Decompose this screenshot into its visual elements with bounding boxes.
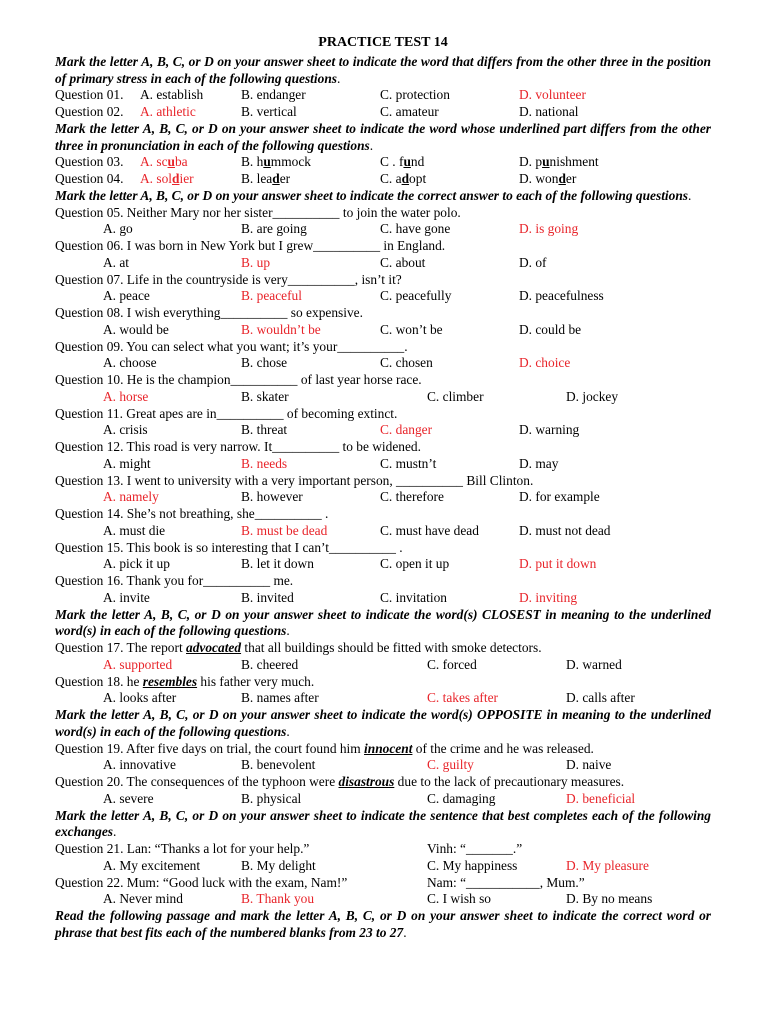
instruction-end: . bbox=[286, 623, 290, 639]
section-instruction bbox=[55, 707, 711, 741]
option-d[interactable]: D. warned bbox=[566, 656, 622, 672]
option-d[interactable]: D. is going bbox=[519, 221, 579, 237]
option-b[interactable]: B. up bbox=[241, 254, 271, 270]
answer-options bbox=[55, 154, 711, 171]
option-letter: A. bbox=[140, 171, 157, 186]
option-b[interactable]: B. however bbox=[241, 489, 303, 505]
option-c[interactable]: C. peacefully bbox=[380, 288, 452, 304]
underlined-letter: u bbox=[542, 154, 550, 170]
option-c[interactable]: C. chosen bbox=[380, 355, 433, 371]
dialog-line: Question 22. Mum: “Good luck with the exam, Nam!” bbox=[55, 874, 348, 890]
option-letter: A. bbox=[140, 154, 157, 170]
option-c[interactable]: C. My happiness bbox=[427, 857, 518, 873]
instruction-text: Mark the letter A, B, C, or D on your answer sheet to indicate the word(s) CLOSEST in meaning to the underlined word(s) in each of the following questions bbox=[55, 606, 711, 639]
option-word: scuba bbox=[156, 154, 188, 170]
option-a[interactable]: A. supported bbox=[103, 656, 173, 672]
option-a[interactable]: A. crisis bbox=[103, 422, 148, 438]
option-a[interactable]: A. innovative bbox=[103, 757, 176, 773]
option-d[interactable]: D. of bbox=[519, 254, 547, 270]
page-title: PRACTICE TEST 14 bbox=[318, 35, 448, 50]
option-b[interactable]: B. cheered bbox=[241, 656, 299, 672]
option-b[interactable]: B. physical bbox=[241, 790, 302, 806]
option-a[interactable]: A. My excitement bbox=[103, 857, 201, 873]
option-letter: B. bbox=[241, 171, 257, 186]
underlined-letter: d bbox=[272, 171, 280, 186]
answer-options bbox=[55, 556, 711, 573]
instruction-text: Mark the letter A, B, C, or D on your answer sheet to indicate the word whose underlined part differs from the other three in pronunciation in each of the following questions bbox=[55, 120, 711, 153]
option-a[interactable]: A. would be bbox=[103, 321, 169, 337]
option-b[interactable]: B. are going bbox=[241, 221, 307, 237]
answer-options bbox=[55, 858, 711, 875]
question-stem: Question 15. This book is so interesting that I can’t__________ . bbox=[55, 539, 403, 555]
option-b[interactable]: B. Thank you bbox=[241, 891, 315, 907]
option-c[interactable]: C. climber bbox=[427, 388, 484, 404]
option-word: adopt bbox=[395, 171, 427, 186]
option-c[interactable]: C. must have dead bbox=[380, 522, 479, 538]
option-b[interactable]: B. benevolent bbox=[241, 757, 316, 773]
answer-options bbox=[55, 87, 711, 104]
option-c[interactable]: C. won’t be bbox=[380, 321, 443, 337]
option-d[interactable]: D. warning bbox=[519, 422, 580, 438]
instruction-end: . bbox=[113, 824, 117, 840]
option-a[interactable]: A. looks after bbox=[103, 690, 177, 706]
option-c[interactable]: C. invitation bbox=[380, 589, 447, 605]
option-a[interactable]: A. invite bbox=[103, 589, 150, 605]
instruction-text: Mark the letter A, B, C, or D on your answer sheet to indicate the word that differs from the other three in the position of primary stress in each of the following questions bbox=[55, 53, 711, 86]
option-d[interactable]: D. for example bbox=[519, 489, 600, 505]
option-d[interactable]: D. must not dead bbox=[519, 522, 611, 538]
option-a[interactable]: A. severe bbox=[103, 790, 154, 806]
stem-text: Question 20. The consequences of the typhoon were bbox=[55, 774, 339, 789]
option-c[interactable] bbox=[380, 154, 424, 171]
option-b[interactable]: B. names after bbox=[241, 690, 319, 706]
option-d[interactable]: D. could be bbox=[519, 321, 582, 337]
underlined-letter: d bbox=[401, 171, 410, 186]
option-c[interactable]: C. I wish so bbox=[427, 891, 491, 907]
underlined-letter: u bbox=[403, 154, 411, 170]
option-c[interactable]: C. have gone bbox=[380, 221, 451, 237]
question-stem bbox=[55, 674, 711, 691]
option-d[interactable]: D. volunteer bbox=[519, 87, 586, 103]
option-c[interactable]: C. mustn’t bbox=[380, 455, 437, 471]
option-a[interactable]: A. namely bbox=[103, 489, 159, 505]
question-number: Question 04. bbox=[55, 171, 124, 186]
question-dialog bbox=[55, 841, 711, 858]
option-a[interactable] bbox=[140, 171, 194, 188]
answer-options bbox=[55, 389, 711, 406]
answer-options bbox=[55, 523, 711, 540]
option-a[interactable]: A. pick it up bbox=[103, 556, 170, 572]
question-number: Question 03. bbox=[55, 154, 124, 170]
answer-options bbox=[55, 322, 711, 339]
option-c[interactable]: C. open it up bbox=[380, 556, 450, 572]
instruction-text: Mark the letter A, B, C, or D on your answer sheet to indicate the sentence that best completes each of the following exchanges bbox=[55, 807, 711, 840]
option-d[interactable]: D. may bbox=[519, 455, 559, 471]
option-letter: C. bbox=[380, 171, 396, 186]
option-c[interactable] bbox=[380, 171, 426, 188]
option-b[interactable]: B. My delight bbox=[241, 857, 316, 873]
option-b[interactable]: B. threat bbox=[241, 422, 288, 438]
option-b[interactable] bbox=[241, 154, 311, 171]
answer-options bbox=[55, 422, 711, 439]
instruction-end: . bbox=[369, 137, 374, 153]
option-d[interactable]: D. put it down bbox=[519, 556, 597, 572]
question-stem: Question 12. This road is very narrow. It__________ to be widened. bbox=[55, 439, 421, 454]
section-instruction bbox=[55, 54, 711, 88]
answer-options bbox=[55, 456, 711, 473]
question-stem: Question 14. She’s not breathing, she__________ . bbox=[55, 506, 329, 521]
option-letter: D. bbox=[519, 171, 536, 186]
question-stem: Question 11. Great apes are in__________ of becoming extinct. bbox=[55, 405, 398, 421]
option-d[interactable]: D. My pleasure bbox=[566, 857, 649, 873]
key-word: innocent bbox=[364, 740, 413, 756]
key-word: resembles bbox=[142, 673, 198, 689]
answer-options bbox=[55, 590, 711, 607]
stem-text: due to the lack of precautionary measures. bbox=[394, 774, 625, 789]
question-stem: Question 13. I went to university with a very important person, __________ Bill Clinton. bbox=[55, 472, 534, 488]
option-b[interactable]: B. let it down bbox=[241, 556, 314, 572]
option-d[interactable]: D. inviting bbox=[519, 589, 578, 605]
option-b[interactable]: B. wouldn’t be bbox=[241, 321, 321, 337]
answer-options bbox=[55, 757, 711, 774]
dialog-line: Question 21. Lan: “Thanks a lot for your help.” bbox=[55, 841, 310, 856]
option-d[interactable]: D. naive bbox=[566, 757, 612, 773]
option-d[interactable]: D. choice bbox=[519, 355, 571, 371]
option-a[interactable]: A. must die bbox=[103, 522, 166, 538]
option-b[interactable]: B. skater bbox=[241, 388, 289, 404]
option-letter: C . bbox=[380, 154, 399, 170]
instruction-text: Read the following passage and mark the letter A, B, C, or D on your answer sheet to indicate the correct word or phrase that best fits each of the numbered blanks from 23 to 27 bbox=[55, 908, 711, 940]
instruction-end: . bbox=[688, 187, 692, 203]
question-stem: Question 10. He is the champion__________ of last year horse race. bbox=[55, 372, 422, 387]
option-d[interactable] bbox=[519, 171, 576, 188]
option-b[interactable]: B. invited bbox=[241, 589, 294, 605]
question-stem bbox=[55, 774, 711, 791]
option-c[interactable]: C. forced bbox=[427, 656, 477, 672]
option-letter: B. bbox=[241, 154, 257, 170]
option-d[interactable]: D. beneficial bbox=[566, 790, 636, 806]
stem-text: Question 17. The report bbox=[55, 640, 187, 655]
answer-options bbox=[55, 657, 711, 674]
instruction-text: Mark the letter A, B, C, or D on your answer sheet to indicate the word(s) OPPOSITE in meaning to the underlined word(s) in each of the following questions bbox=[55, 707, 711, 739]
option-d[interactable] bbox=[519, 154, 599, 171]
section-instruction bbox=[55, 808, 711, 842]
option-a[interactable]: A. at bbox=[103, 254, 130, 270]
option-b[interactable]: B. vertical bbox=[241, 104, 297, 119]
option-a[interactable]: A. Never mind bbox=[103, 891, 183, 907]
answer-options bbox=[55, 288, 711, 305]
option-d[interactable]: D. By no means bbox=[566, 891, 653, 907]
underlined-letter: d bbox=[558, 171, 566, 186]
option-a[interactable]: A. peace bbox=[103, 288, 150, 304]
option-word: hummock bbox=[256, 154, 311, 170]
question-list bbox=[55, 54, 711, 942]
underlined-letter: u bbox=[167, 154, 175, 170]
stem-text: of the crime and he was released. bbox=[412, 740, 594, 756]
option-c[interactable]: C. danger bbox=[380, 422, 433, 438]
answer-options bbox=[55, 891, 711, 908]
question-stem bbox=[55, 640, 711, 657]
option-c[interactable]: C. protection bbox=[380, 87, 450, 103]
instruction-text: Mark the letter A, B, C, or D on your answer sheet to indicate the correct answer to each of the following questions bbox=[55, 187, 688, 203]
option-d[interactable]: D. jockey bbox=[566, 388, 619, 404]
answer-options bbox=[55, 104, 711, 121]
question-stem: Question 06. I was born in New York but I grew__________ in England. bbox=[55, 238, 446, 253]
instruction-end: . bbox=[336, 70, 341, 86]
option-b[interactable]: B. chose bbox=[241, 355, 288, 371]
answer-options bbox=[55, 221, 711, 238]
section-instruction bbox=[55, 607, 711, 641]
question-number: Question 02. bbox=[55, 104, 124, 119]
question-dialog bbox=[55, 875, 711, 892]
underlined-letter: d bbox=[172, 171, 180, 186]
option-a[interactable]: A. might bbox=[103, 455, 151, 471]
question-stem: Question 16. Thank you for__________ me. bbox=[55, 573, 294, 588]
stem-text: his father very much. bbox=[197, 673, 315, 689]
document-page bbox=[55, 35, 711, 942]
option-word: wonder bbox=[535, 171, 577, 186]
option-b[interactable]: B. must be dead bbox=[241, 522, 328, 538]
option-word: fund bbox=[398, 154, 425, 170]
option-word: soldier bbox=[156, 171, 194, 186]
option-d[interactable]: D. calls after bbox=[566, 690, 635, 706]
option-a[interactable]: A. establish bbox=[140, 87, 204, 103]
option-b[interactable]: B. endanger bbox=[241, 87, 306, 103]
instruction-end: . bbox=[403, 924, 407, 940]
option-b[interactable]: B. peaceful bbox=[241, 288, 302, 304]
stem-text: that all buildings should be fitted with smoke detectors. bbox=[241, 640, 542, 655]
section-instruction bbox=[55, 121, 711, 155]
question-number: Question 01. bbox=[55, 87, 124, 103]
answer-options bbox=[55, 690, 711, 707]
question-stem: Question 09. You can select what you want; it’s your__________. bbox=[55, 338, 408, 354]
option-a[interactable]: A. choose bbox=[103, 355, 157, 371]
dialog-reply: Vinh: “_______.” bbox=[427, 841, 523, 856]
answer-options bbox=[55, 355, 711, 372]
option-d[interactable]: D. peacefulness bbox=[519, 288, 604, 304]
underlined-letter: u bbox=[263, 154, 271, 170]
option-b[interactable] bbox=[241, 171, 290, 188]
option-c[interactable]: C. amateur bbox=[380, 104, 439, 119]
option-word: punishment bbox=[535, 154, 599, 170]
option-a[interactable]: A. athletic bbox=[140, 104, 196, 119]
answer-options bbox=[55, 171, 711, 188]
answer-options bbox=[55, 791, 711, 808]
instruction-end: . bbox=[286, 723, 290, 739]
section-instruction bbox=[55, 908, 711, 942]
section-instruction bbox=[55, 188, 711, 205]
option-letter: D. bbox=[519, 154, 536, 170]
answer-options bbox=[55, 489, 711, 506]
stem-text: Question 19. After five days on trial, the court found him bbox=[55, 740, 365, 756]
option-a[interactable]: A. go bbox=[103, 221, 133, 237]
option-c[interactable]: C. therefore bbox=[380, 489, 444, 505]
option-a[interactable] bbox=[140, 154, 188, 171]
key-word: disastrous bbox=[338, 774, 395, 789]
option-c[interactable]: C. damaging bbox=[427, 790, 496, 806]
answer-options bbox=[55, 255, 711, 272]
option-a[interactable]: A. horse bbox=[103, 388, 149, 404]
question-stem: Question 07. Life in the countryside is very__________, isn’t it? bbox=[55, 271, 402, 287]
question-stem bbox=[55, 741, 711, 758]
key-word: advocated bbox=[186, 640, 242, 655]
option-c[interactable]: C. takes after bbox=[427, 690, 499, 706]
option-c[interactable]: C. about bbox=[380, 254, 426, 270]
stem-text: Question 18. he bbox=[55, 673, 143, 689]
option-b[interactable]: B. needs bbox=[241, 455, 288, 471]
option-word: leader bbox=[256, 171, 291, 186]
option-d[interactable]: D. national bbox=[519, 104, 579, 119]
option-c[interactable]: C. guilty bbox=[427, 757, 474, 773]
question-stem: Question 05. Neither Mary nor her sister__________ to join the water polo. bbox=[55, 204, 461, 220]
dialog-reply: Nam: “___________, Mum.” bbox=[427, 874, 585, 890]
question-stem: Question 08. I wish everything__________ so expensive. bbox=[55, 305, 363, 320]
